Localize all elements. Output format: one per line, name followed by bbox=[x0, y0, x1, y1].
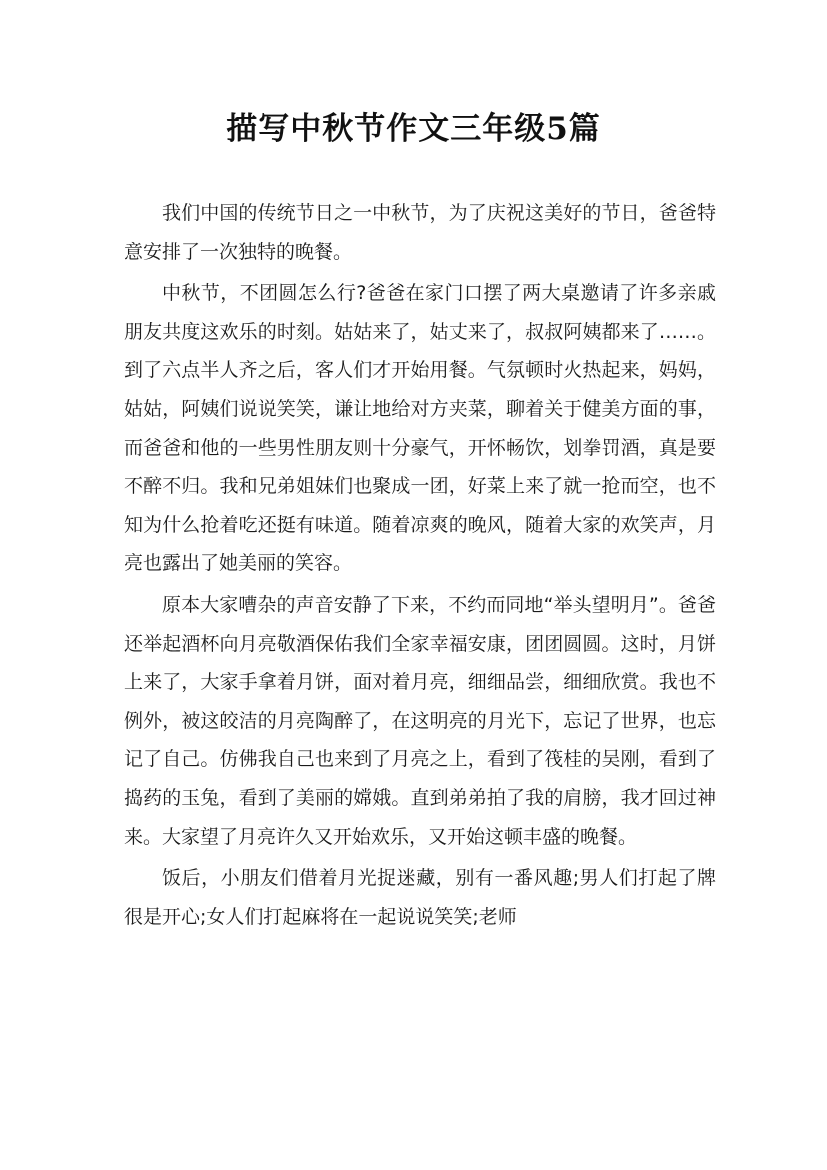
paragraph-1: 我们中国的传统节日之一中秋节，为了庆祝这美好的节日，爸爸特意安排了一次独特的晚餐。 bbox=[124, 202, 716, 263]
paragraph-4: 饭后，小朋友们借着月光捉迷藏，别有一番风趣;男人们打起了牌很是开心;女人们打起麻将在一起说说笑笑;老师 bbox=[124, 867, 716, 928]
document-title: 描写中秋节作文三年级5篇 bbox=[226, 111, 601, 147]
document-body bbox=[124, 194, 716, 936]
paragraph-3: 原本大家嘈杂的声音安静了下来，不约而同地“举头望明月”。爸爸还举起酒杯向月亮敬酒保佑我们全家幸福安康，团团圆圆。这时，月饼上来了，大家手拿着月饼，面对着月亮，细细品尝，细细欣赏。我也不例外，被这皎洁的月亮陶醉了，在这明亮的月光下，忘记了世界，也忘记了自己。仿佛我自己也来到了月亮之上，看到了筏桂的吴刚，看到了捣药的玉兔，看到了美丽的嫦娥。直到弟弟拍了我的肩膀，我才回过神来。大家望了月亮许久又开始欢乐，又开始这顿丰盛的晚餐。 bbox=[124, 593, 716, 848]
paragraph-2: 中秋节，不团圆怎么行?爸爸在家门口摆了两大桌邀请了许多亲戚朋友共度这欢乐的时刻。姑姑来了，姑丈来了，叔叔阿姨都来了……。到了六点半人齐之后，客人们才开始用餐。气氛顿时火热起来，妈妈，姑姑，阿姨们说说笑笑，谦让地给对方夹菜，聊着关于健美方面的事，而爸爸和他的一些男性朋友则十分豪气，开怀畅饮，划拳罚酒，真是要不醉不归。我和兄弟姐妹们也聚成一团，好菜上来了就一抢而空，也不知为什么抢着吃还挺有味道。随着凉爽的晚风，随着大家的欢笑声，月亮也露出了她美丽的笑容。 bbox=[124, 282, 716, 575]
